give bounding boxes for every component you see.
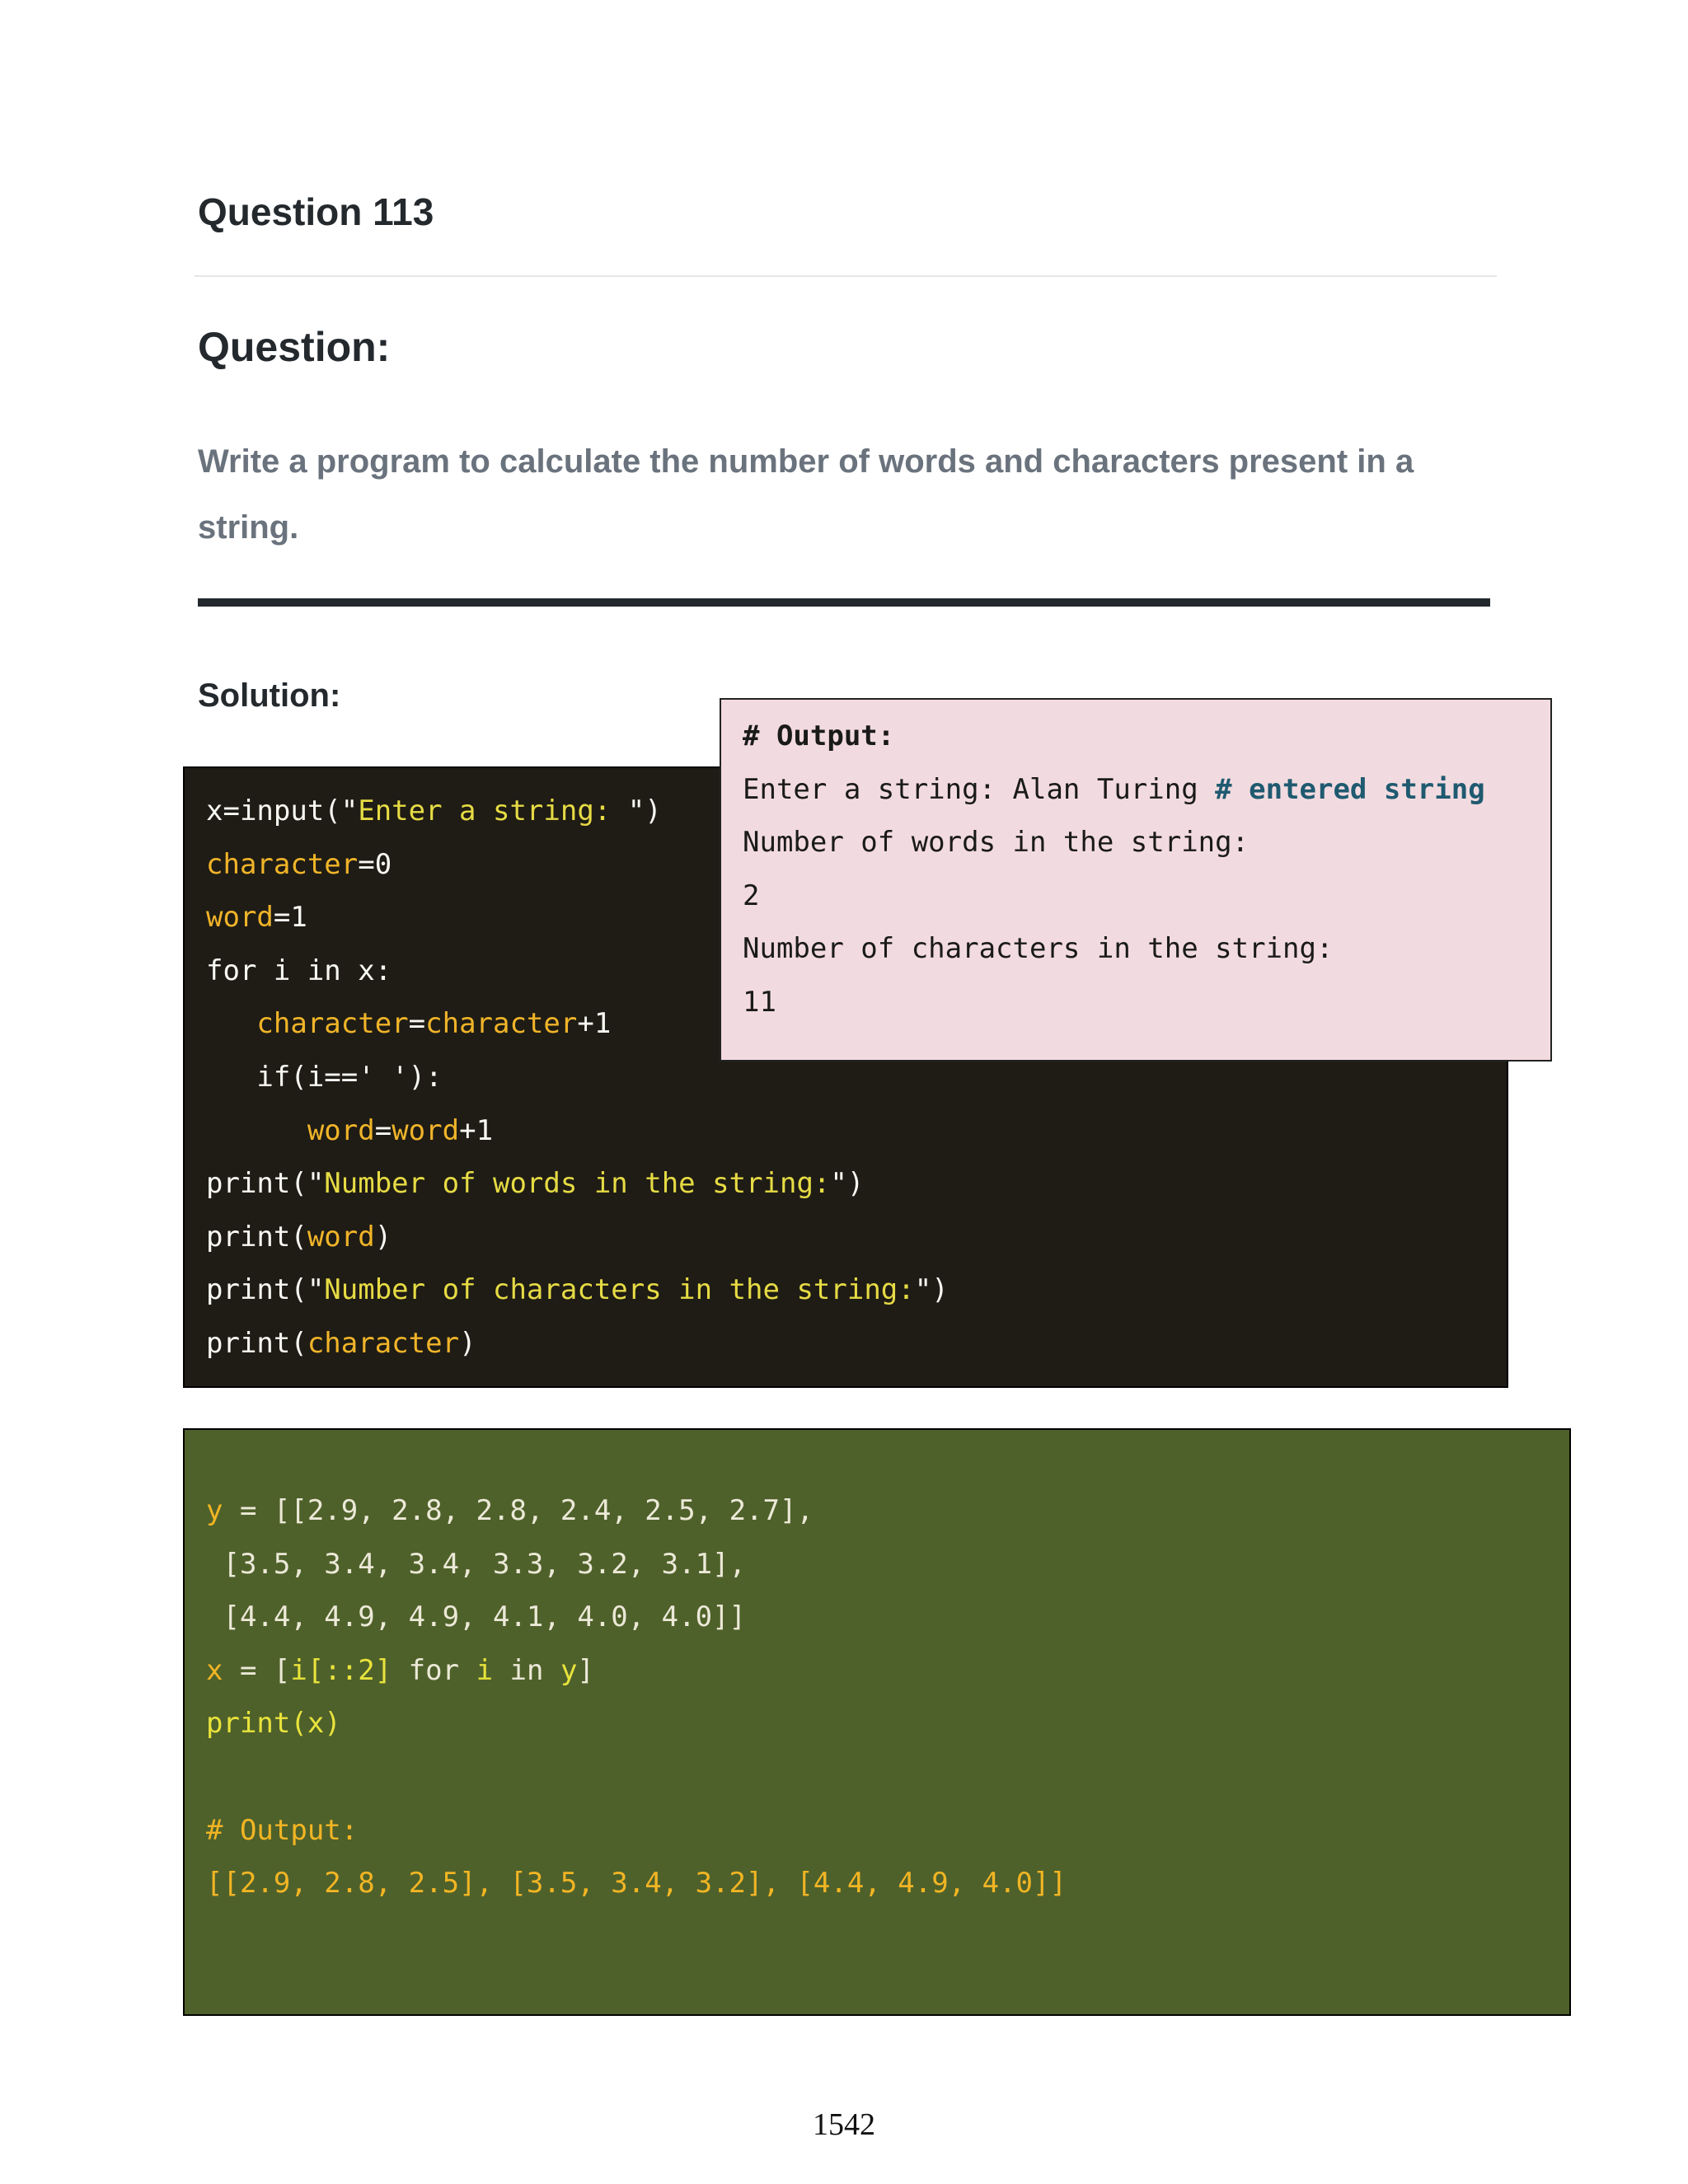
code-token: Number of characters in the string: (324, 1273, 915, 1307)
code-line (206, 1750, 1569, 1804)
code-line (206, 1857, 1569, 1910)
code-token: Number of characters in the string: (743, 932, 1334, 966)
code-token: Enter a string: (358, 794, 628, 827)
code-token: # entered string (1215, 772, 1485, 806)
code-token: i (476, 1653, 494, 1687)
page-number: 1542 (813, 2107, 875, 2142)
code-token: print(" (206, 1273, 325, 1307)
output-line (743, 922, 1550, 976)
code-token: ") (830, 1167, 865, 1201)
code-token: print( (206, 1220, 307, 1254)
code-token: Enter a string: Alan Turing (743, 772, 1216, 806)
code-token: ") (627, 794, 662, 827)
code-token: = (374, 1113, 392, 1147)
code-token: [4.4, 4.9, 4.9, 4.1, 4.0, 4.0]] (206, 1601, 747, 1634)
output-box (720, 698, 1552, 1062)
output-line (743, 816, 1550, 869)
page-title: Question 113 (198, 190, 434, 233)
heading-divider (195, 275, 1497, 277)
code-token: word (206, 901, 274, 935)
code-token: x=input(" (206, 794, 359, 827)
code-token: ] (577, 1653, 594, 1687)
code-line (206, 1804, 1569, 1858)
code-token: print(x) (206, 1707, 341, 1741)
code-token: 2 (743, 879, 760, 912)
code-token: Number of words in the string: (743, 826, 1250, 860)
output-line (743, 710, 1550, 763)
code-token: print( (206, 1326, 307, 1360)
code-token: =0 (358, 847, 392, 881)
code-token: # Output: (743, 719, 895, 752)
code-line (206, 1484, 1569, 1538)
code-token: x (206, 1653, 223, 1687)
code-token: for i in x: (206, 954, 392, 987)
question-text: Write a program to calculate the number of words and characters present in a string. (198, 443, 1414, 546)
code-token: character (425, 1007, 578, 1041)
code-line (206, 1644, 1569, 1698)
code-token: =1 (273, 901, 307, 935)
solution-heading: Solution: (198, 677, 341, 714)
section-divider (198, 598, 1490, 607)
code-token: y (560, 1653, 578, 1687)
code-token: 11 (743, 985, 776, 1019)
code-line (206, 1591, 1569, 1644)
code-line (206, 1317, 1507, 1371)
code-token: character (307, 1326, 460, 1360)
code-token: +1 (459, 1113, 494, 1147)
code-token: Number of words in the string: (324, 1167, 831, 1201)
code-token: print(" (206, 1167, 325, 1201)
code-line (206, 1104, 1507, 1158)
output-line (743, 976, 1550, 1029)
question-heading: Question: (198, 324, 391, 370)
code-line (206, 1211, 1507, 1264)
code-token: word (307, 1113, 375, 1147)
code-token: ) (459, 1326, 476, 1360)
code-token: word (307, 1220, 375, 1254)
code-token: y (206, 1494, 223, 1527)
code-token: character (256, 1007, 409, 1041)
code-token: ") (914, 1273, 949, 1307)
code-token: i[::2] (290, 1653, 392, 1687)
code-token: +1 (577, 1007, 612, 1041)
code-line (206, 1538, 1569, 1591)
code-token: [3.5, 3.4, 3.4, 3.3, 3.2, 3.1], (206, 1547, 747, 1581)
code-token: for (392, 1653, 476, 1687)
code-token (206, 1007, 256, 1040)
output-line (743, 763, 1550, 817)
code-token: ) (374, 1220, 392, 1254)
code-token: = [ (223, 1653, 291, 1687)
code-token: character (206, 847, 359, 881)
code-line (206, 1157, 1507, 1211)
code-token (206, 1114, 307, 1147)
code-token: in (493, 1653, 560, 1687)
slicing-code-block (183, 1428, 1571, 2016)
code-token: = [[2.9, 2.8, 2.8, 2.4, 2.5, 2.7], (223, 1494, 814, 1527)
code-line (206, 1697, 1569, 1750)
code-token: if(i==' '): (206, 1060, 443, 1094)
code-line (206, 1263, 1507, 1317)
code-token: word (392, 1113, 460, 1147)
output-line (743, 869, 1550, 923)
code-token: # Output: (206, 1813, 359, 1847)
code-token: = (408, 1007, 426, 1041)
code-token: [[2.9, 2.8, 2.5], [3.5, 3.4, 3.2], [4.4, 4.9, 4.0]] (206, 1867, 1067, 1900)
